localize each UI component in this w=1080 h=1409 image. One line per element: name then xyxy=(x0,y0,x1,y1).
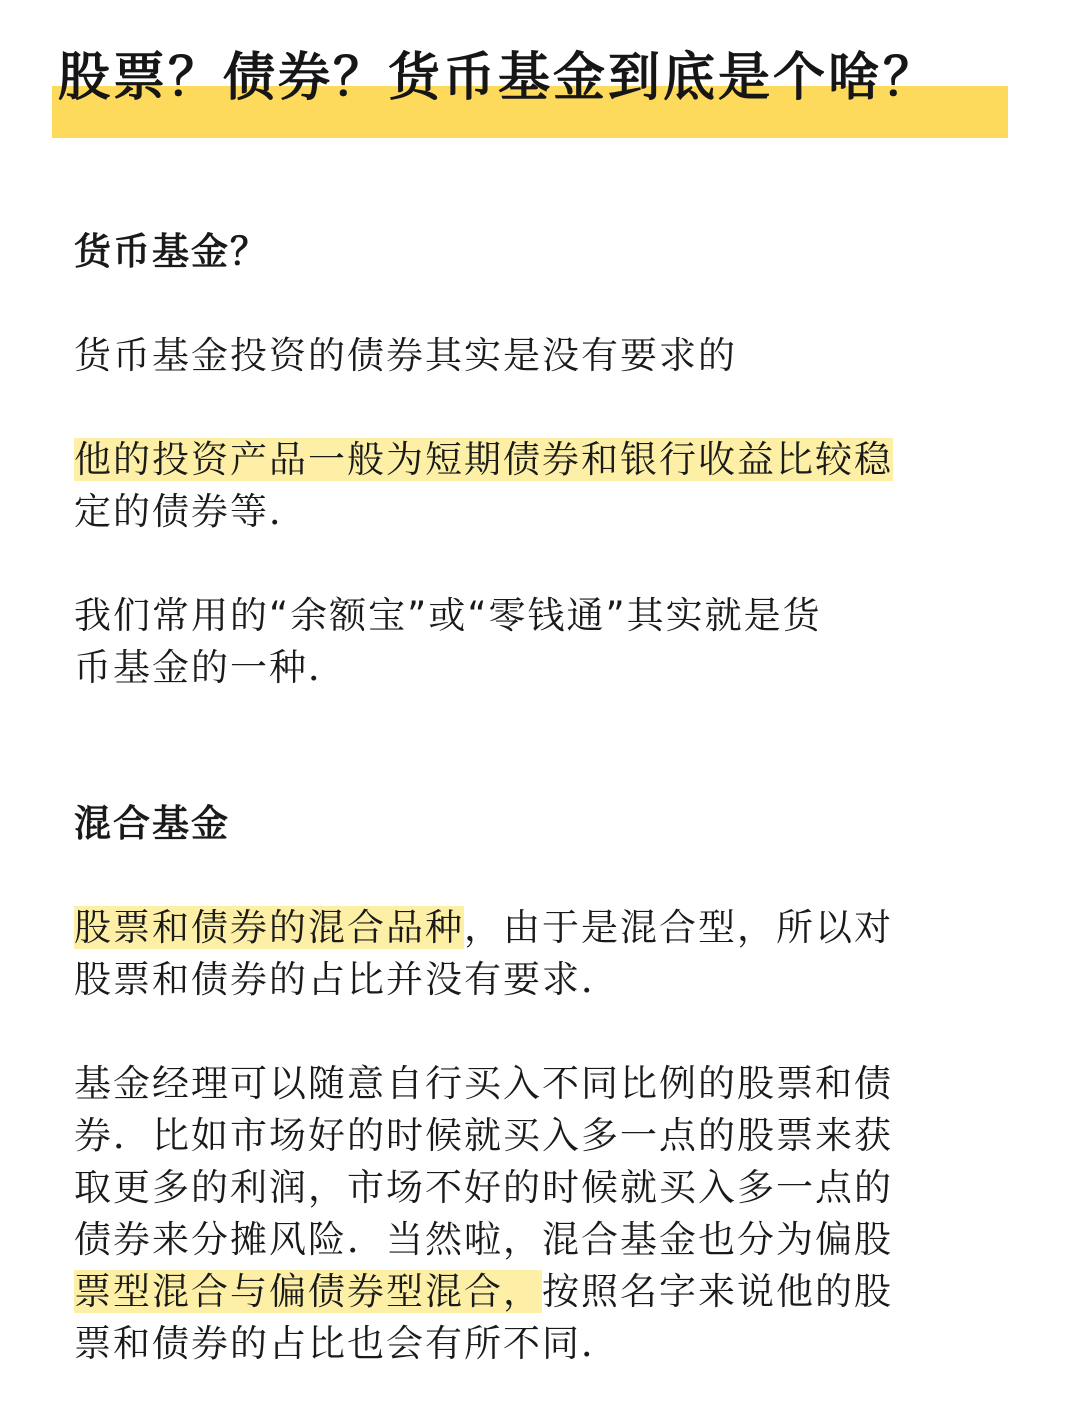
paragraph-line: 我们常用的“余额宝”或“零钱通”其实就是货 xyxy=(74,594,822,637)
spacer xyxy=(74,382,986,434)
paragraph-text: 按照名字来说他的股 xyxy=(542,1270,893,1313)
spacer xyxy=(74,694,986,798)
highlighted-text: 票型混合与偏债券型混合， xyxy=(74,1270,542,1313)
section-heading-money-fund: 货币基金？ xyxy=(74,230,269,273)
page-title: 股票？债券？货币基金到底是个啥？ xyxy=(58,48,939,108)
spacer xyxy=(74,538,986,590)
paragraph-line xyxy=(74,1266,986,1318)
paragraph-line: 票和债券的占比也会有所不同． xyxy=(74,1322,620,1365)
paragraph-line: 券．比如市场好的时候就买入多一点的股票来获 xyxy=(74,1114,893,1157)
section-heading-mixed-fund: 混合基金 xyxy=(74,802,230,845)
paragraph-line: 币基金的一种． xyxy=(74,646,347,689)
paragraph-line xyxy=(74,902,986,954)
paragraph-line: 基金经理可以随意自行买入不同比例的股票和债 xyxy=(74,1062,893,1105)
paragraph-text: ，由于是混合型，所以对 xyxy=(464,906,893,949)
spacer xyxy=(74,850,986,902)
paragraph-line: 定的债券等． xyxy=(74,490,308,533)
highlighted-text: 他的投资产品一般为短期债券和银行收益比较稳 xyxy=(74,438,893,481)
spacer xyxy=(74,1006,986,1058)
paragraph-line xyxy=(74,434,986,486)
paragraph-line: 货币基金投资的债券其实是没有要求的 xyxy=(74,334,737,377)
highlighted-text: 股票和债券的混合品种 xyxy=(74,906,464,949)
title-banner xyxy=(52,42,1008,140)
article-body xyxy=(74,226,986,1370)
paragraph-line: 股票和债券的占比并没有要求． xyxy=(74,958,620,1001)
spacer xyxy=(74,278,986,330)
paragraph-line: 债券来分摊风险．当然啦，混合基金也分为偏股 xyxy=(74,1218,893,1261)
paragraph-line: 取更多的利润，市场不好的时候就买入多一点的 xyxy=(74,1166,893,1209)
